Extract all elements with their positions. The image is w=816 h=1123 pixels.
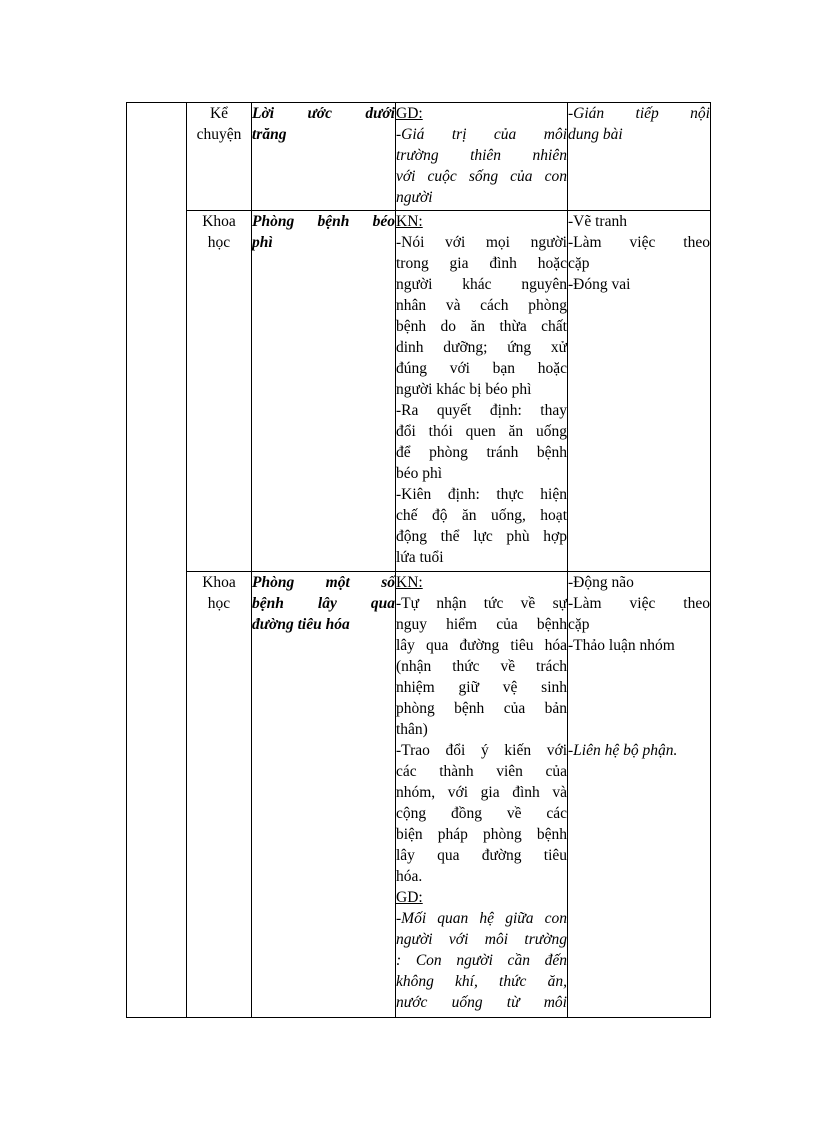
content-line: với cuộc sống của con [396, 168, 567, 185]
method-cell [568, 103, 711, 211]
content-line: không khí, thức ăn, [396, 973, 567, 990]
content-cell [396, 211, 568, 572]
content-cell [396, 572, 568, 1018]
content-line: người khác bị béo phì [396, 381, 532, 398]
content-line: biện pháp phòng bệnh [396, 826, 567, 843]
content-line: béo phì [396, 465, 443, 482]
method-line: -Thảo luận nhóm [568, 637, 675, 654]
content-line: hóa. [396, 868, 423, 885]
content-line: người khác nguyên [396, 276, 567, 293]
subject-text: Khoa [202, 213, 236, 230]
method-line: -Gián tiếp nội [568, 105, 710, 122]
content-line: nhiệm giữ vệ sinh [396, 679, 567, 696]
content-line: nhóm, với gia đình và [396, 784, 567, 801]
method-line: -Động não [568, 574, 634, 591]
subject-cell [187, 572, 252, 1018]
subject-text: học [207, 595, 231, 612]
content-line: -Tự nhận tức về sự [396, 595, 567, 612]
content-line: -Nói với mọi người [396, 234, 567, 251]
lesson-title: bệnh lây qua [252, 595, 395, 612]
content-line: -Giá trị của môi [396, 126, 567, 143]
content-line: (nhận thức về trách [396, 658, 567, 675]
content-line: chế độ ăn uống, hoạt [396, 507, 567, 524]
method-line: cặp [568, 255, 590, 272]
content-line: : Con người cần đến [396, 952, 567, 969]
content-line: trường thiên nhiên [396, 147, 567, 164]
lesson-table [126, 102, 711, 1018]
content-line: nước uống từ môi [396, 994, 567, 1011]
subject-text: học [207, 234, 231, 251]
blank-column [127, 103, 187, 1018]
lesson-title: phì [252, 234, 273, 251]
content-line: dinh dưỡng; ứng xử [396, 339, 567, 356]
content-line: để phòng tránh bệnh [396, 444, 567, 461]
method-line: -Đóng vai [568, 276, 631, 293]
method-line: dung bài [568, 126, 623, 143]
content-line: người [396, 189, 433, 206]
content-line: nguy hiểm của bệnh [396, 616, 567, 633]
subject-text: Khoa [202, 574, 236, 591]
content-line: thân) [396, 721, 428, 738]
section-heading: KN: [396, 213, 423, 230]
lesson-title: Lời ước dưới [252, 105, 395, 122]
subject-text: Kể [209, 105, 229, 122]
content-line: đúng với bạn hoặc [396, 360, 567, 377]
method-line: -Làm việc theo [568, 595, 710, 612]
lesson-title: trăng [252, 126, 287, 143]
content-line: -Mối quan hệ giữa con [396, 910, 567, 927]
table-row [127, 211, 711, 572]
method-line: -Liên hệ bộ phận. [568, 742, 678, 759]
content-line: trong gia đình hoặc [396, 255, 567, 272]
lesson-title: đường tiêu hóa [252, 616, 350, 633]
content-line: các thành viên của [396, 763, 567, 780]
section-heading: GD: [396, 105, 423, 122]
method-cell [568, 572, 711, 1018]
content-line: -Kiên định: thực hiện [396, 486, 567, 503]
subject-cell [187, 211, 252, 572]
method-cell [568, 211, 711, 572]
content-line: lây qua đường tiêu hóa [396, 637, 567, 654]
subject-cell [187, 103, 252, 211]
content-line: -Ra quyết định: thay [396, 402, 567, 419]
content-line: đổi thói quen ăn uống [396, 423, 567, 440]
lesson-title-cell [252, 103, 396, 211]
method-line: -Vẽ tranh [568, 213, 627, 230]
content-line: cộng đồng về các [396, 805, 567, 822]
content-cell [396, 103, 568, 211]
content-line: bệnh do ăn thừa chất [396, 318, 567, 335]
method-line: -Làm việc theo [568, 234, 710, 251]
lesson-title-cell [252, 211, 396, 572]
subject-text: chuyện [196, 126, 242, 143]
content-line: phòng bệnh của bản [396, 700, 567, 717]
content-line: lứa tuổi [396, 549, 444, 566]
content-line: người với môi trường [396, 931, 567, 948]
section-heading: GD: [396, 889, 423, 906]
lesson-title: Phòng một số [252, 574, 395, 591]
content-line: nhân và cách phòng [396, 297, 567, 314]
table-row [127, 572, 711, 1018]
content-line: -Trao đổi ý kiến với [396, 742, 567, 759]
method-line: cặp [568, 616, 590, 633]
lesson-title: Phòng bệnh béo [252, 213, 395, 230]
content-line: lây qua đường tiêu [396, 847, 567, 864]
lesson-title-cell [252, 572, 396, 1018]
content-line: động thể lực phù hợp [396, 528, 567, 545]
section-heading: KN: [396, 574, 423, 591]
table-row [127, 103, 711, 211]
